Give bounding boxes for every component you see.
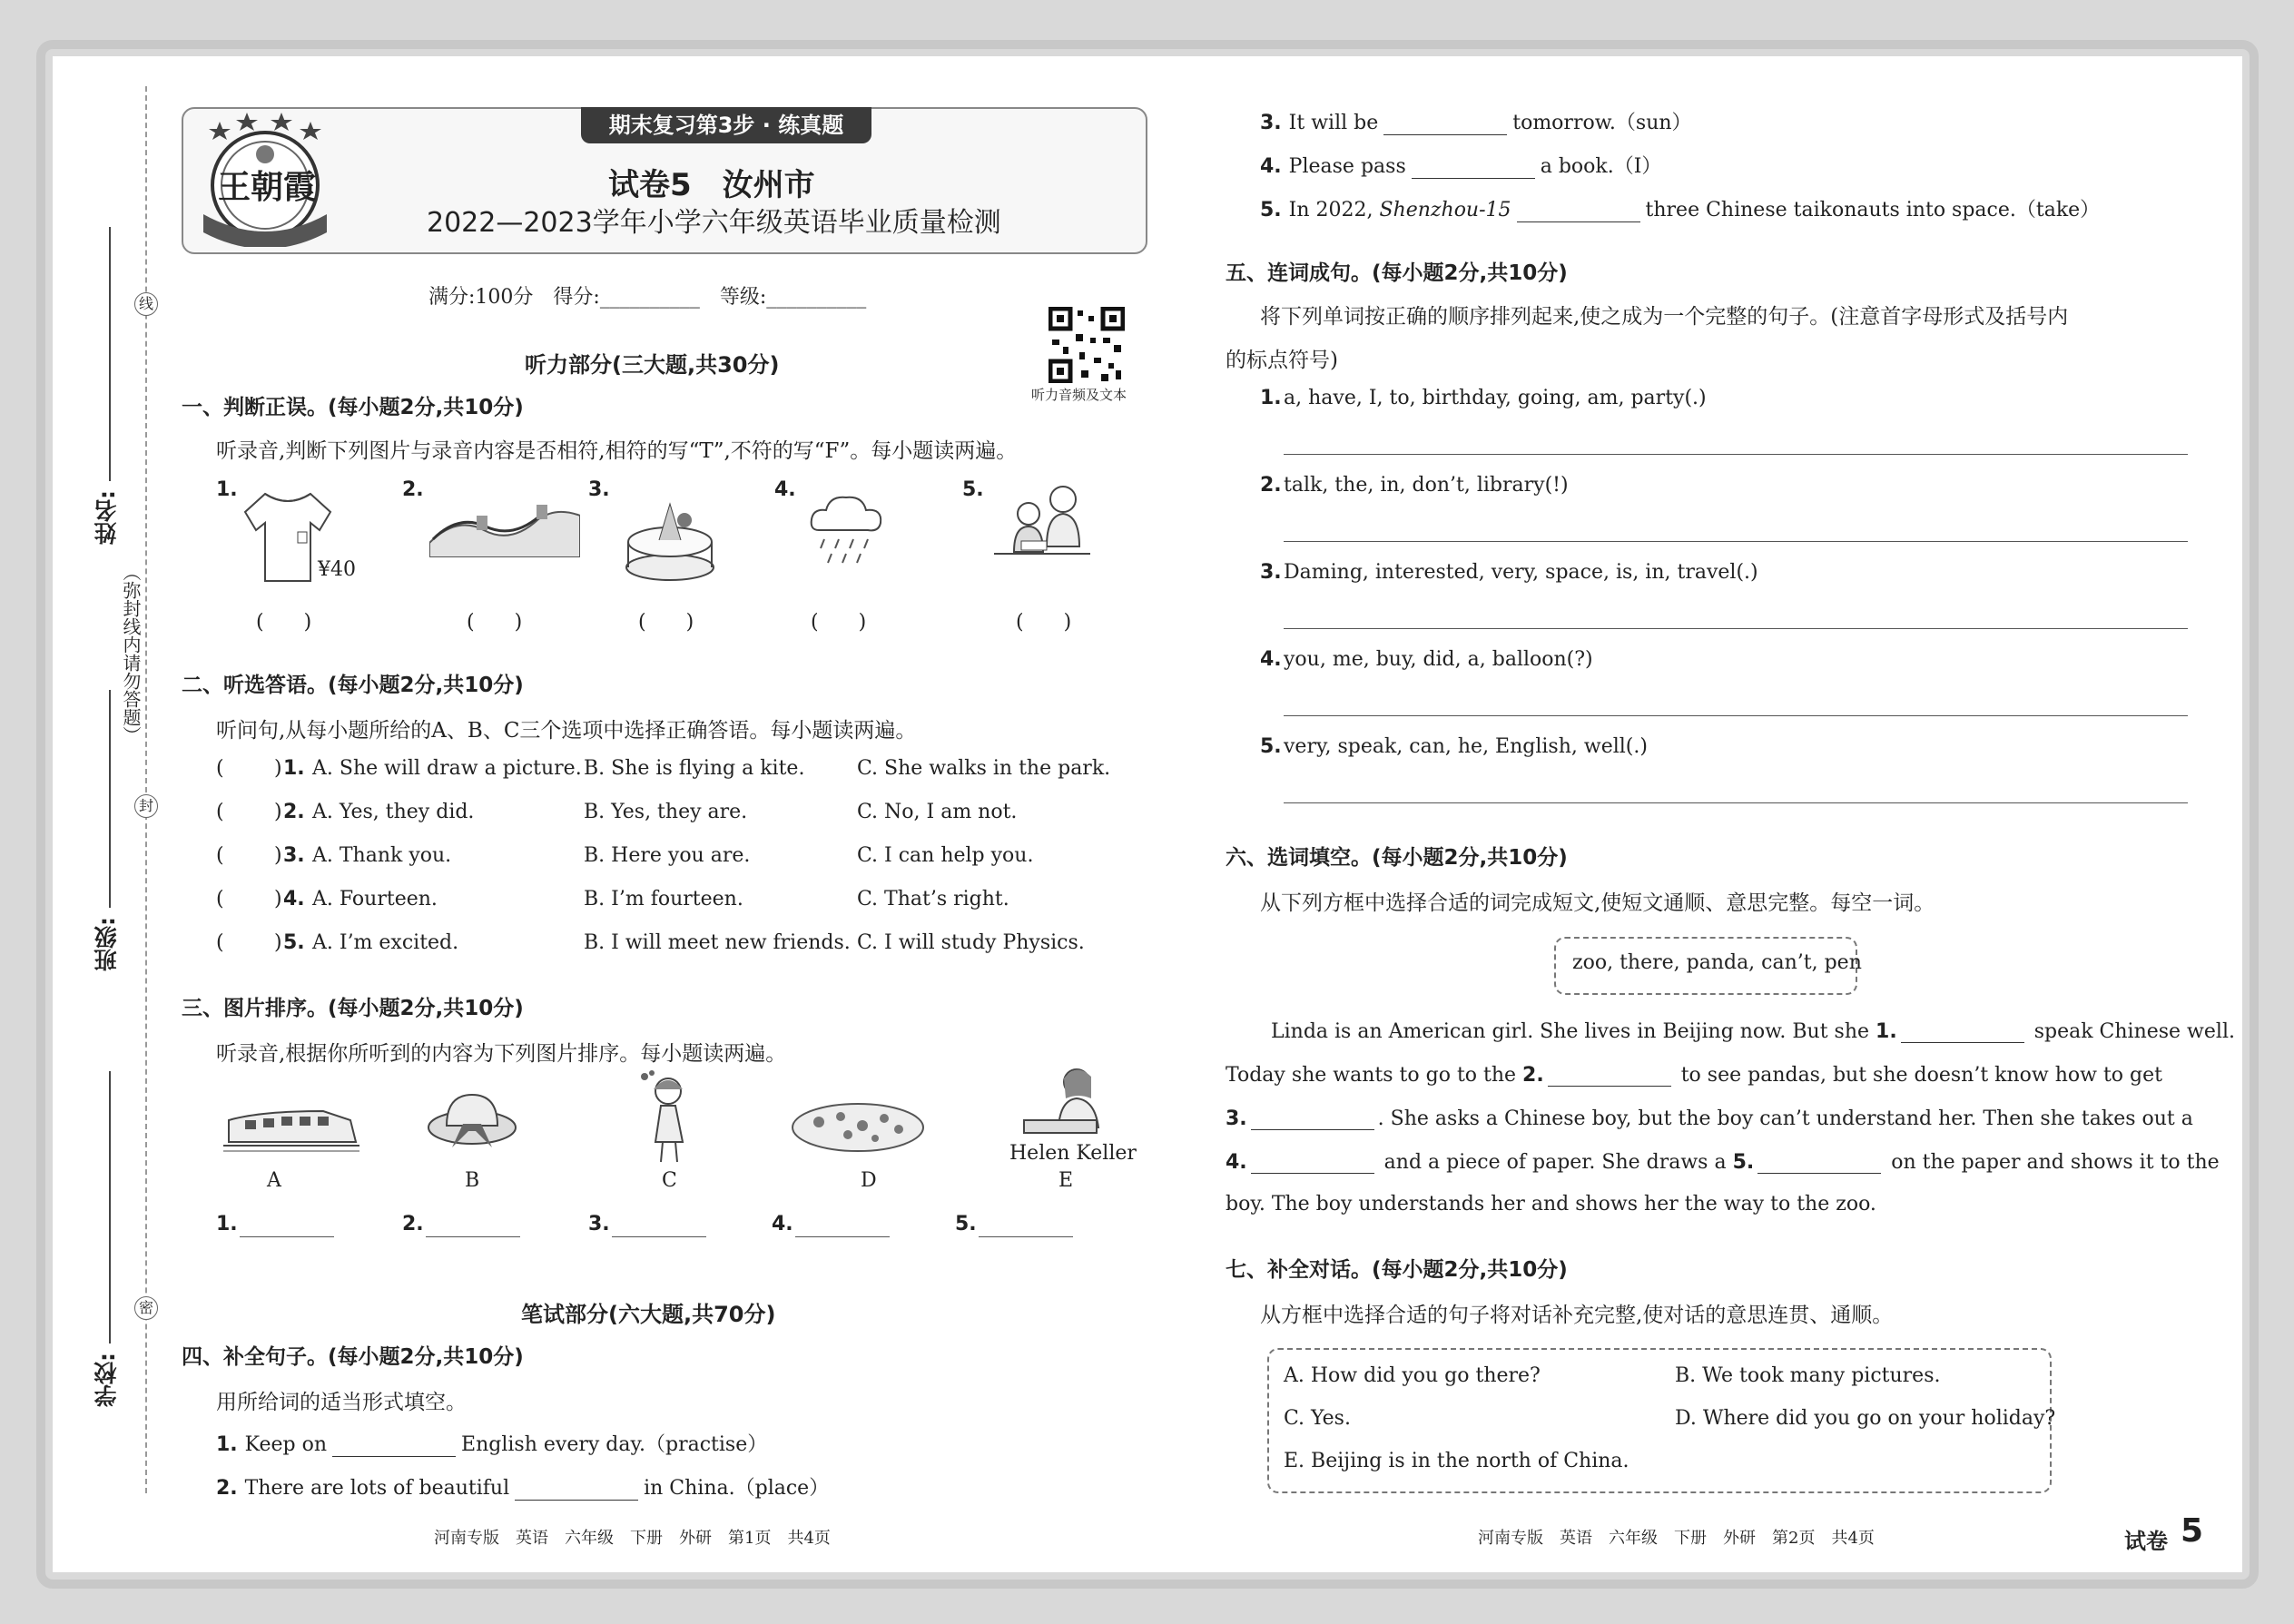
s3-answer-blank[interactable] [426, 1236, 520, 1237]
qr-code-icon[interactable] [1049, 307, 1125, 383]
s3-blank-number: 3. [588, 1213, 610, 1235]
girl-image [635, 1069, 699, 1164]
s3-blank-number: 5. [955, 1213, 977, 1235]
s6-blank-number: 4. [1226, 1151, 1247, 1174]
s2-answer-paren-close: ) [274, 757, 282, 780]
reading-kids-image [994, 483, 1090, 565]
s1-num-4: 4. [774, 478, 796, 501]
class-field[interactable] [109, 690, 111, 908]
s4-suffix: three Chinese taikonauts into space.（take） [1645, 199, 2101, 221]
train-image [223, 1098, 359, 1153]
s3-label-a: A [267, 1169, 281, 1192]
s4-item-number: 4. [1260, 155, 1282, 178]
s6-answer-blank[interactable] [1901, 1019, 2024, 1043]
s2-answer-paren[interactable]: ( [216, 888, 224, 910]
footer-tag: 试卷 [2124, 1529, 2168, 1554]
s4-italic-term: Shenzhou-15 [1379, 199, 1511, 221]
s2-answer-paren-close: ) [274, 801, 282, 823]
option-d: D. Where did you go on your holiday? [1675, 1407, 2056, 1430]
section-5-instruction-1: 将下列单词按正确的顺序排列起来,使之成为一个完整的句子。(注意首字母形式及括号内 [1260, 305, 2069, 329]
word-box-text: zoo, there, panda, can’t, pen [1572, 951, 1862, 974]
school-field[interactable] [109, 1071, 111, 1343]
s2-item-number: 2. [283, 801, 305, 823]
s6-answer-blank[interactable] [1548, 1062, 1671, 1087]
footer-right: 河南专版 英语 六年级 下册 外研 第2页 共4页 [1478, 1529, 1875, 1548]
s4-sentence [1260, 194, 2100, 222]
s2-option-a: A. Thank you. [312, 844, 452, 867]
section-2-title: 二、听选答语。(每小题2分,共10分) [182, 674, 524, 697]
s5-words: you, me, buy, did, a, balloon(?) [1284, 648, 1593, 671]
s6-text: and a piece of paper. She draws a [1377, 1151, 1733, 1174]
s5-item-number: 2. [1260, 474, 1282, 497]
s1-answer-3[interactable]: ( ) [638, 611, 694, 634]
s6-blank-number: 1. [1876, 1020, 1897, 1043]
s2-option-b: B. Yes, they are. [584, 801, 748, 823]
section-3-title: 三、图片排序。(每小题2分,共10分) [182, 997, 524, 1020]
s1-num-1: 1. [216, 478, 238, 501]
s1-answer-1[interactable]: ( ) [256, 611, 312, 634]
s3-blank-number: 1. [216, 1213, 238, 1235]
s5-answer-line[interactable] [1284, 541, 2188, 542]
s6-text: speak Chinese well. [2027, 1020, 2235, 1043]
s1-answer-5[interactable]: ( ) [1016, 611, 1072, 634]
s5-answer-line[interactable] [1284, 628, 2188, 629]
s5-words: a, have, I, to, birthday, going, am, party(.) [1284, 387, 1707, 409]
s6-passage-line [1226, 1193, 2188, 1216]
section-3-instruction: 听录音,根据你所听到的内容为下列图片排序。每小题读两遍。 [216, 1042, 787, 1066]
class-label: 班级: [94, 917, 120, 971]
s3-blank-number: 4. [772, 1213, 793, 1235]
s4-prefix: Please pass [1288, 155, 1406, 178]
s2-option-b: B. Here you are. [584, 844, 751, 867]
s4-answer-blank[interactable] [1383, 111, 1507, 135]
exam-subtitle: 2022—2023学年小学六年级英语毕业质量检测 [427, 207, 1001, 239]
s6-blank-number: 2. [1522, 1064, 1544, 1087]
s2-answer-paren[interactable]: ( [216, 757, 224, 780]
s2-item-number: 3. [283, 844, 305, 867]
s2-option-b: B. She is flying a kite. [584, 757, 805, 780]
s3-answer-blank[interactable] [240, 1236, 334, 1237]
section-7-instruction: 从方框中选择合适的句子将对话补充完整,使对话的意思连贯、通顺。 [1260, 1304, 1894, 1327]
s2-option-c: C. She walks in the park. [857, 757, 1111, 780]
s2-answer-paren-close: ) [274, 888, 282, 910]
great-wall-image [429, 497, 580, 557]
option-e: E. Beijing is in the north of China. [1284, 1450, 1629, 1472]
section-7-title: 七、补全对话。(每小题2分,共10分) [1226, 1258, 1568, 1282]
binding-notice: （弥封线内请勿答题） [120, 563, 142, 744]
section-2-instruction: 听问句,从每小题所给的A、B、C三个选项中选择正确答语。每小题读两遍。 [216, 719, 917, 743]
s4-sentence [216, 1472, 829, 1501]
s6-text: Today she wants to go to the [1226, 1064, 1523, 1087]
s4-suffix: tomorrow.（sun） [1512, 112, 1692, 134]
section-1-instruction: 听录音,判断下列图片与录音内容是否相符,相符的写“T”,不符的写“F”。每小题读两遍。 [216, 439, 1018, 463]
s6-passage-line [1226, 1106, 2193, 1130]
s4-item-number: 3. [1260, 112, 1282, 134]
s2-answer-paren-close: ) [274, 931, 282, 954]
section-6-instruction: 从下列方框中选择合适的词完成短文,使短文通顺、意思完整。每空一词。 [1260, 891, 1935, 915]
s4-prefix: Keep on [244, 1433, 328, 1456]
s5-words: talk, the, in, don’t, library(!) [1284, 474, 1569, 497]
rain-cloud-image [806, 490, 886, 570]
s5-item-number: 3. [1260, 561, 1282, 584]
s4-prefix: There are lots of beautiful [244, 1477, 510, 1500]
s2-option-b: B. I’m fourteen. [584, 888, 743, 910]
s3-label-b: B [465, 1169, 480, 1192]
s5-answer-line[interactable] [1284, 454, 2188, 455]
writing-title: 笔试部分(六大题,共70分) [521, 1302, 776, 1327]
s2-item-number: 4. [283, 888, 305, 910]
section-1-title: 一、判断正误。(每小题2分,共10分) [182, 396, 524, 419]
s4-answer-blank[interactable] [332, 1432, 456, 1457]
score-line: 满分:100分 得分:__________ 等级:__________ [428, 286, 867, 309]
s6-passage-line [1226, 1062, 2188, 1087]
binding-mark-seal: 封 [134, 794, 158, 818]
s4-suffix: in China.（place） [644, 1477, 830, 1500]
s4-suffix: a book.（I） [1540, 155, 1662, 178]
s6-passage-line [1271, 1019, 2235, 1043]
s5-item-number: 1. [1260, 387, 1282, 409]
s2-answer-paren[interactable]: ( [216, 844, 224, 867]
s4-sentence [1260, 151, 1661, 179]
s4-answer-blank[interactable] [1412, 154, 1535, 179]
exam-title: 试卷5 汝州市 [608, 167, 815, 203]
s6-text: boy. The boy understands her and shows her the way to the zoo. [1226, 1193, 1876, 1216]
s2-option-c: C. That’s right. [857, 888, 1009, 910]
section-4-title: 四、补全句子。(每小题2分,共10分) [182, 1345, 524, 1369]
school-label: 学校: [94, 1353, 120, 1407]
s1-num-5: 5. [962, 478, 984, 501]
option-c: C. Yes. [1284, 1407, 1351, 1430]
price-label: ¥40 [318, 558, 356, 581]
binding-mark-secret: 密 [134, 1296, 158, 1320]
binding-mark-line: 线 [134, 292, 158, 316]
s6-text: . She asks a Chinese boy, but the boy can’t understand her. Then she takes out a [1377, 1107, 2193, 1130]
s5-answer-line[interactable] [1284, 715, 2188, 716]
s2-item-number: 5. [283, 931, 305, 954]
footer-tag-number: 5 [2181, 1512, 2204, 1550]
s5-item-number: 5. [1260, 735, 1282, 758]
s1-num-2: 2. [402, 478, 424, 501]
hat-image [427, 1088, 517, 1155]
s1-answer-4[interactable]: ( ) [811, 611, 867, 634]
option-a: A. How did you go there? [1284, 1364, 1541, 1387]
s2-answer-paren[interactable]: ( [216, 931, 224, 954]
s4-answer-blank[interactable] [515, 1476, 638, 1501]
listening-title: 听力部分(三大题,共30分) [525, 352, 780, 378]
s3-label-d: D [861, 1169, 877, 1192]
s2-answer-paren[interactable]: ( [216, 801, 224, 823]
s3-blank-number: 2. [402, 1213, 424, 1235]
s3-answer-blank[interactable] [795, 1236, 890, 1237]
name-field[interactable] [109, 227, 111, 481]
s4-suffix: English every day.（practise） [461, 1433, 768, 1456]
s4-sentence [1260, 107, 1692, 135]
helen-keller-label: Helen Keller [1009, 1142, 1137, 1165]
s6-text: to see pandas, but she doesn’t know how to get [1674, 1064, 2162, 1087]
section-5-title: 五、连词成句。(每小题2分,共10分) [1226, 261, 1568, 285]
s6-passage-line [1226, 1149, 2220, 1174]
s2-option-c: C. I can help you. [857, 844, 1034, 867]
zoo-scene-image [790, 1089, 926, 1153]
s6-answer-blank[interactable] [1757, 1149, 1881, 1174]
section-4-instruction: 用所给词的适当形式填空。 [216, 1391, 467, 1414]
s2-option-c: C. No, I am not. [857, 801, 1018, 823]
s2-item-number: 1. [283, 757, 305, 780]
s5-answer-line[interactable] [1284, 802, 2188, 803]
s1-num-3: 3. [588, 478, 610, 501]
s4-item-number: 5. [1260, 199, 1282, 221]
s4-prefix: In 2022, [1288, 199, 1380, 221]
section-5-instruction-2: 的标点符号) [1226, 349, 1338, 372]
s3-answer-blank[interactable] [612, 1236, 706, 1237]
s5-words: Daming, interested, very, space, is, in, travel(.) [1284, 561, 1758, 584]
s1-answer-2[interactable]: ( ) [467, 611, 523, 634]
option-b: B. We took many pictures. [1675, 1364, 1941, 1387]
s4-answer-blank[interactable] [1517, 198, 1640, 222]
s4-sentence [216, 1429, 767, 1457]
s2-option-a: A. Yes, they did. [312, 801, 475, 823]
qr-caption: 听力音频及文本 [1031, 387, 1127, 403]
s3-label-c: C [662, 1169, 677, 1192]
section-6-title: 六、选词填空。(每小题2分,共10分) [1226, 846, 1568, 870]
s5-item-number: 4. [1260, 648, 1282, 671]
s2-option-a: A. Fourteen. [312, 888, 438, 910]
s3-label-e: E [1058, 1169, 1074, 1192]
s2-option-c: C. I will study Physics. [857, 931, 1085, 954]
footer-left: 河南专版 英语 六年级 下册 外研 第1页 共4页 [434, 1529, 831, 1548]
s6-text: on the paper and shows it to the [1885, 1151, 2220, 1174]
s2-option-b: B. I will meet new friends. [584, 931, 851, 954]
s4-item-number: 1. [216, 1433, 238, 1456]
s6-text: Linda is an American girl. She lives in Beijing now. But she [1271, 1020, 1876, 1043]
helen-keller-image [1015, 1062, 1111, 1138]
name-label: 姓名: [94, 490, 120, 545]
s4-item-number: 2. [216, 1477, 238, 1500]
s2-option-a: A. I’m excited. [312, 931, 459, 954]
banner-tab: 期末复习第3步 · 练真题 [581, 107, 871, 143]
s6-blank-number: 5. [1732, 1151, 1755, 1174]
logo-text: 王朝霞 [218, 168, 317, 206]
s6-blank-number: 3. [1226, 1107, 1247, 1130]
s4-prefix: It will be [1288, 112, 1379, 134]
s5-words: very, speak, can, he, English, well(.) [1284, 735, 1648, 758]
s6-answer-blank[interactable] [1251, 1106, 1374, 1130]
s3-answer-blank[interactable] [979, 1236, 1073, 1237]
cake-image [623, 495, 717, 586]
s6-answer-blank[interactable] [1251, 1149, 1374, 1174]
s2-option-a: A. She will draw a picture. [312, 757, 582, 780]
s2-answer-paren-close: ) [274, 844, 282, 867]
